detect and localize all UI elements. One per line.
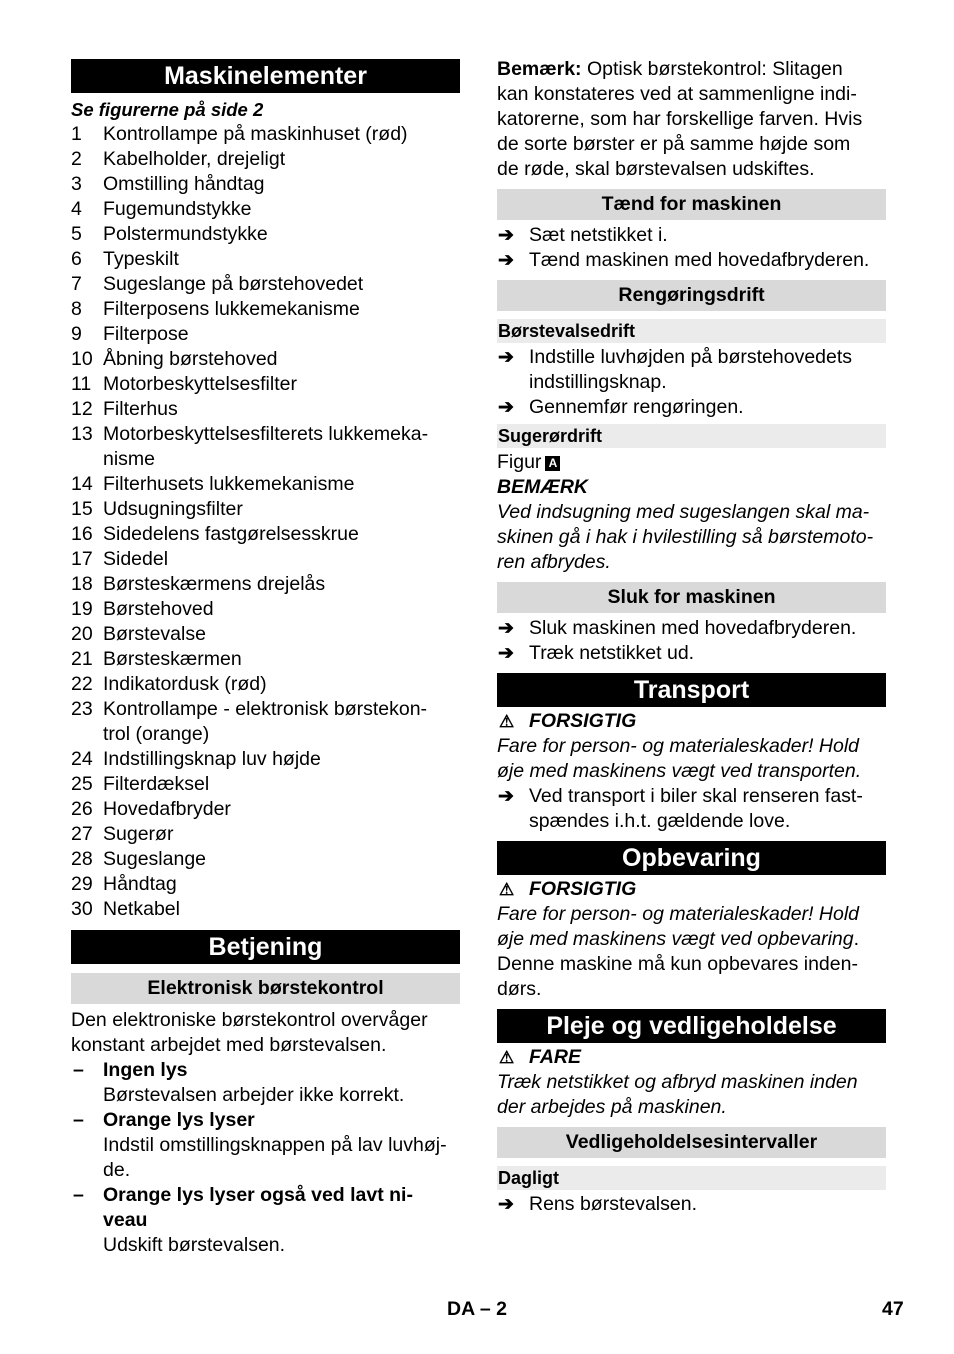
element-label: Omstilling håndtag xyxy=(103,173,265,195)
element-label: Udsugningsfilter xyxy=(103,498,243,520)
element-number: 3 xyxy=(71,173,82,195)
element-number: 6 xyxy=(71,248,82,270)
figure-line: Figur A xyxy=(497,450,886,475)
element-number: 7 xyxy=(71,273,82,295)
element-number: 27 xyxy=(71,823,93,845)
heading-cleaning-mode: Rengøringsdrift xyxy=(497,280,886,311)
transport-caution: ⚠ FORSIGTIG xyxy=(499,710,637,732)
element-item-continuation: trol (orange) xyxy=(103,723,210,745)
element-label: Sugerør xyxy=(103,823,174,845)
element-number: 13 xyxy=(71,423,93,445)
elements-list xyxy=(71,122,460,922)
element-item xyxy=(71,172,460,197)
element-number: 30 xyxy=(71,898,93,920)
element-item xyxy=(71,422,460,447)
element-number: 12 xyxy=(71,398,93,420)
status-orange-title: – Orange lys lyser xyxy=(73,1109,255,1131)
element-item xyxy=(71,872,460,897)
element-label: Børsteskærmen xyxy=(103,648,242,670)
element-label: Indstillingsknap luv højde xyxy=(103,748,321,770)
storage-warning-1: Fare for person- og materialeskader! Hold xyxy=(497,903,859,925)
heading-operation: Betjening xyxy=(71,930,460,964)
status-orange-text-1: Indstil omstillingsknappen på lav luvhøj- xyxy=(103,1134,447,1156)
element-item xyxy=(71,672,460,697)
arrow-icon: ➔ xyxy=(498,347,514,368)
element-label: Indikatordusk (rød) xyxy=(103,673,267,695)
brush-mode-step-2: ➔ Gennemfør rengøringen. xyxy=(498,396,744,418)
arrow-icon: ➔ xyxy=(498,1194,514,1215)
element-number: 2 xyxy=(71,148,82,170)
arrow-icon: ➔ xyxy=(498,250,514,271)
element-item xyxy=(71,322,460,347)
element-number: 9 xyxy=(71,323,82,345)
element-item xyxy=(71,147,460,172)
arrow-icon: ➔ xyxy=(498,786,514,807)
element-item xyxy=(71,522,460,547)
note-line-1: Bemærk: Optisk børstekontrol: Slitagen xyxy=(497,58,843,80)
arrow-icon: ➔ xyxy=(498,618,514,639)
element-item xyxy=(71,347,460,372)
element-label: Børstehoved xyxy=(103,598,214,620)
element-item xyxy=(71,822,460,847)
element-number: 10 xyxy=(71,348,93,370)
element-label: Filterhusets lukkemekanisme xyxy=(103,473,355,495)
left-column xyxy=(71,57,460,1258)
element-label: Kontrollampe på maskinhuset (rød) xyxy=(103,123,408,145)
heading-daily: Dagligt xyxy=(497,1166,886,1190)
element-number: 21 xyxy=(71,648,93,670)
element-item xyxy=(71,547,460,572)
element-number: 1 xyxy=(71,123,82,145)
element-item xyxy=(71,572,460,597)
turn-off-step-2: ➔ Træk netstikket ud. xyxy=(498,642,695,664)
element-item xyxy=(71,697,460,722)
element-number: 18 xyxy=(71,573,93,595)
element-label: Filterpose xyxy=(103,323,189,345)
element-number: 24 xyxy=(71,748,93,770)
heading-electronic-brush-control: Elektronisk børstekontrol xyxy=(71,973,460,1004)
footer-section-label: DA – 2 xyxy=(447,1298,507,1320)
element-number: 26 xyxy=(71,798,93,820)
heading-suction-tube-mode: Sugerørdrift xyxy=(497,424,886,448)
page-number: 47 xyxy=(882,1298,904,1320)
element-item xyxy=(71,397,460,422)
status-no-light-text: Børstevalsen arbejder ikke korrekt. xyxy=(103,1084,405,1106)
element-number: 19 xyxy=(71,598,93,620)
element-label: Sugeslange på børstehovedet xyxy=(103,273,364,295)
element-label: Håndtag xyxy=(103,873,177,895)
heading-transport: Transport xyxy=(497,673,886,707)
heading-turn-off: Sluk for maskinen xyxy=(497,582,886,613)
element-label: Fugemundstykke xyxy=(103,198,252,220)
element-item xyxy=(71,497,460,522)
heading-storage: Opbevaring xyxy=(497,841,886,875)
heading-machine-elements: Maskinelementer xyxy=(71,59,460,93)
status-orange-low-title-1: – Orange lys lyser også ved lavt ni- xyxy=(73,1184,413,1206)
element-number: 5 xyxy=(71,223,82,245)
turn-on-step-2: ➔ Tænd maskinen med hovedafbryderen. xyxy=(498,249,870,271)
element-label: Motorbeskyttelsesfilter xyxy=(103,373,297,395)
care-warning-1: Træk netstikket og afbryd maskinen inden xyxy=(497,1071,858,1093)
element-label: Åbning børstehoved xyxy=(103,348,278,370)
warning-icon: ⚠ xyxy=(499,1048,515,1067)
heading-brush-roller-mode: Børstevalsedrift xyxy=(497,319,886,343)
dash-bullet: – xyxy=(73,1109,84,1131)
arrow-icon: ➔ xyxy=(498,225,514,246)
remark-line-1: Ved indsugning med sugeslangen skal ma- xyxy=(497,501,870,523)
element-number: 23 xyxy=(71,698,93,720)
status-orange-text-2: de. xyxy=(103,1159,131,1181)
element-label: Sidedel xyxy=(103,548,169,570)
element-item-continuation: nisme xyxy=(103,448,156,470)
remark-label: BEMÆRK xyxy=(497,476,588,498)
element-item xyxy=(71,472,460,497)
element-number: 14 xyxy=(71,473,93,495)
element-label: Filterhus xyxy=(103,398,178,420)
element-label: Børsteskærmens drejelås xyxy=(103,573,326,595)
dash-bullet: – xyxy=(73,1059,84,1081)
element-item xyxy=(71,222,460,247)
transport-step-1a: ➔ Ved transport i biler skal renseren fast- xyxy=(498,785,863,807)
element-label: Typeskilt xyxy=(103,248,179,270)
status-orange-low-title-2: veau xyxy=(103,1209,148,1231)
element-number: 8 xyxy=(71,298,82,320)
dash-bullet: – xyxy=(73,1184,84,1206)
brush-mode-step-1b: indstillingsknap. xyxy=(529,371,667,393)
warning-icon: ⚠ xyxy=(499,880,515,899)
storage-text-2: dørs. xyxy=(497,978,542,1000)
element-number: 20 xyxy=(71,623,93,645)
transport-warning-2: øje med maskinens vægt ved transporten. xyxy=(497,760,862,782)
arrow-icon: ➔ xyxy=(498,643,514,664)
heading-care-maintenance: Pleje og vedligeholdelse xyxy=(497,1009,886,1043)
element-label: Filterdæksel xyxy=(103,773,210,795)
element-number: 25 xyxy=(71,773,93,795)
element-item xyxy=(71,247,460,272)
element-item xyxy=(71,797,460,822)
turn-off-step-1: ➔ Sluk maskinen med hovedafbryderen. xyxy=(498,617,857,639)
note-line-3: katorerne, som har forskellige farven. Hvis xyxy=(497,108,863,130)
transport-step-1b: spændes i.h.t. gældende love. xyxy=(529,810,791,832)
element-label: Børstevalse xyxy=(103,623,206,645)
element-label: Kontrollampe - elektronisk børstekon- xyxy=(103,698,428,720)
element-item xyxy=(71,122,460,147)
right-column xyxy=(497,57,886,1217)
element-label: Kabelholder, drejeligt xyxy=(103,148,286,170)
element-item xyxy=(71,597,460,622)
note-line-4: de sorte børster er på samme højde som xyxy=(497,133,851,155)
remark-line-3: ren afbrydes. xyxy=(497,551,611,573)
care-danger: ⚠ FARE xyxy=(499,1046,582,1068)
element-number: 15 xyxy=(71,498,93,520)
element-number: 16 xyxy=(71,523,93,545)
element-item xyxy=(71,847,460,872)
element-item xyxy=(71,747,460,772)
intro-line-1: Den elektroniske børstekontrol overvåger xyxy=(71,1009,428,1031)
storage-caution: ⚠ FORSIGTIG xyxy=(499,878,637,900)
element-item xyxy=(71,272,460,297)
element-item xyxy=(71,372,460,397)
element-label: Hovedafbryder xyxy=(103,798,231,820)
element-number: 4 xyxy=(71,198,82,220)
element-number: 22 xyxy=(71,673,93,695)
element-number: 29 xyxy=(71,873,93,895)
element-label: Filterposens lukkemekanisme xyxy=(103,298,360,320)
heading-turn-on: Tænd for maskinen xyxy=(497,189,886,220)
status-orange-low-text: Udskift børstevalsen. xyxy=(103,1234,286,1256)
turn-on-step-1: ➔ Sæt netstikket i. xyxy=(498,224,668,246)
daily-step-1: ➔ Rens børstevalsen. xyxy=(498,1193,697,1215)
element-label: Sugeslange xyxy=(103,848,207,870)
element-number: 11 xyxy=(71,373,92,395)
element-label: Netkabel xyxy=(103,898,180,920)
care-warning-2: der arbejdes på maskinen. xyxy=(497,1096,727,1118)
storage-text-1: Denne maskine må kun opbevares inden- xyxy=(497,953,858,975)
note-line-5: de røde, skal børstevalsen udskiftes. xyxy=(497,158,815,180)
element-item xyxy=(71,622,460,647)
heading-maintenance-intervals: Vedligeholdelsesintervaller xyxy=(497,1127,886,1158)
arrow-icon: ➔ xyxy=(498,397,514,418)
brush-mode-step-1a: ➔ Indstille luvhøjden på børstehovedets xyxy=(498,346,853,368)
element-item xyxy=(71,897,460,922)
remark-line-2: skinen gå i hak i hvilestilling så børstemoto- xyxy=(497,526,874,548)
figure-a-icon: A xyxy=(545,456,560,471)
storage-warning-2: øje med maskinens vægt ved opbevaring. xyxy=(497,928,860,950)
element-item xyxy=(71,772,460,797)
element-number: 17 xyxy=(71,548,93,570)
figure-reference: Se figurerne på side 2 xyxy=(71,99,264,120)
element-item xyxy=(71,647,460,672)
intro-line-2: konstant arbejdet med børstevalsen. xyxy=(71,1034,387,1056)
warning-icon: ⚠ xyxy=(499,712,515,731)
element-item xyxy=(71,197,460,222)
status-no-light-title: – Ingen lys xyxy=(73,1059,188,1081)
element-label: Polstermundstykke xyxy=(103,223,268,245)
note-line-2: kan konstateres ved at sammenligne indi- xyxy=(497,83,857,105)
element-label: Motorbeskyttelsesfilterets lukkemeka- xyxy=(103,423,429,445)
element-item xyxy=(71,297,460,322)
element-label: Sidedelens fastgørelsesskrue xyxy=(103,523,359,545)
transport-warning-1: Fare for person- og materialeskader! Hold xyxy=(497,735,859,757)
element-number: 28 xyxy=(71,848,93,870)
